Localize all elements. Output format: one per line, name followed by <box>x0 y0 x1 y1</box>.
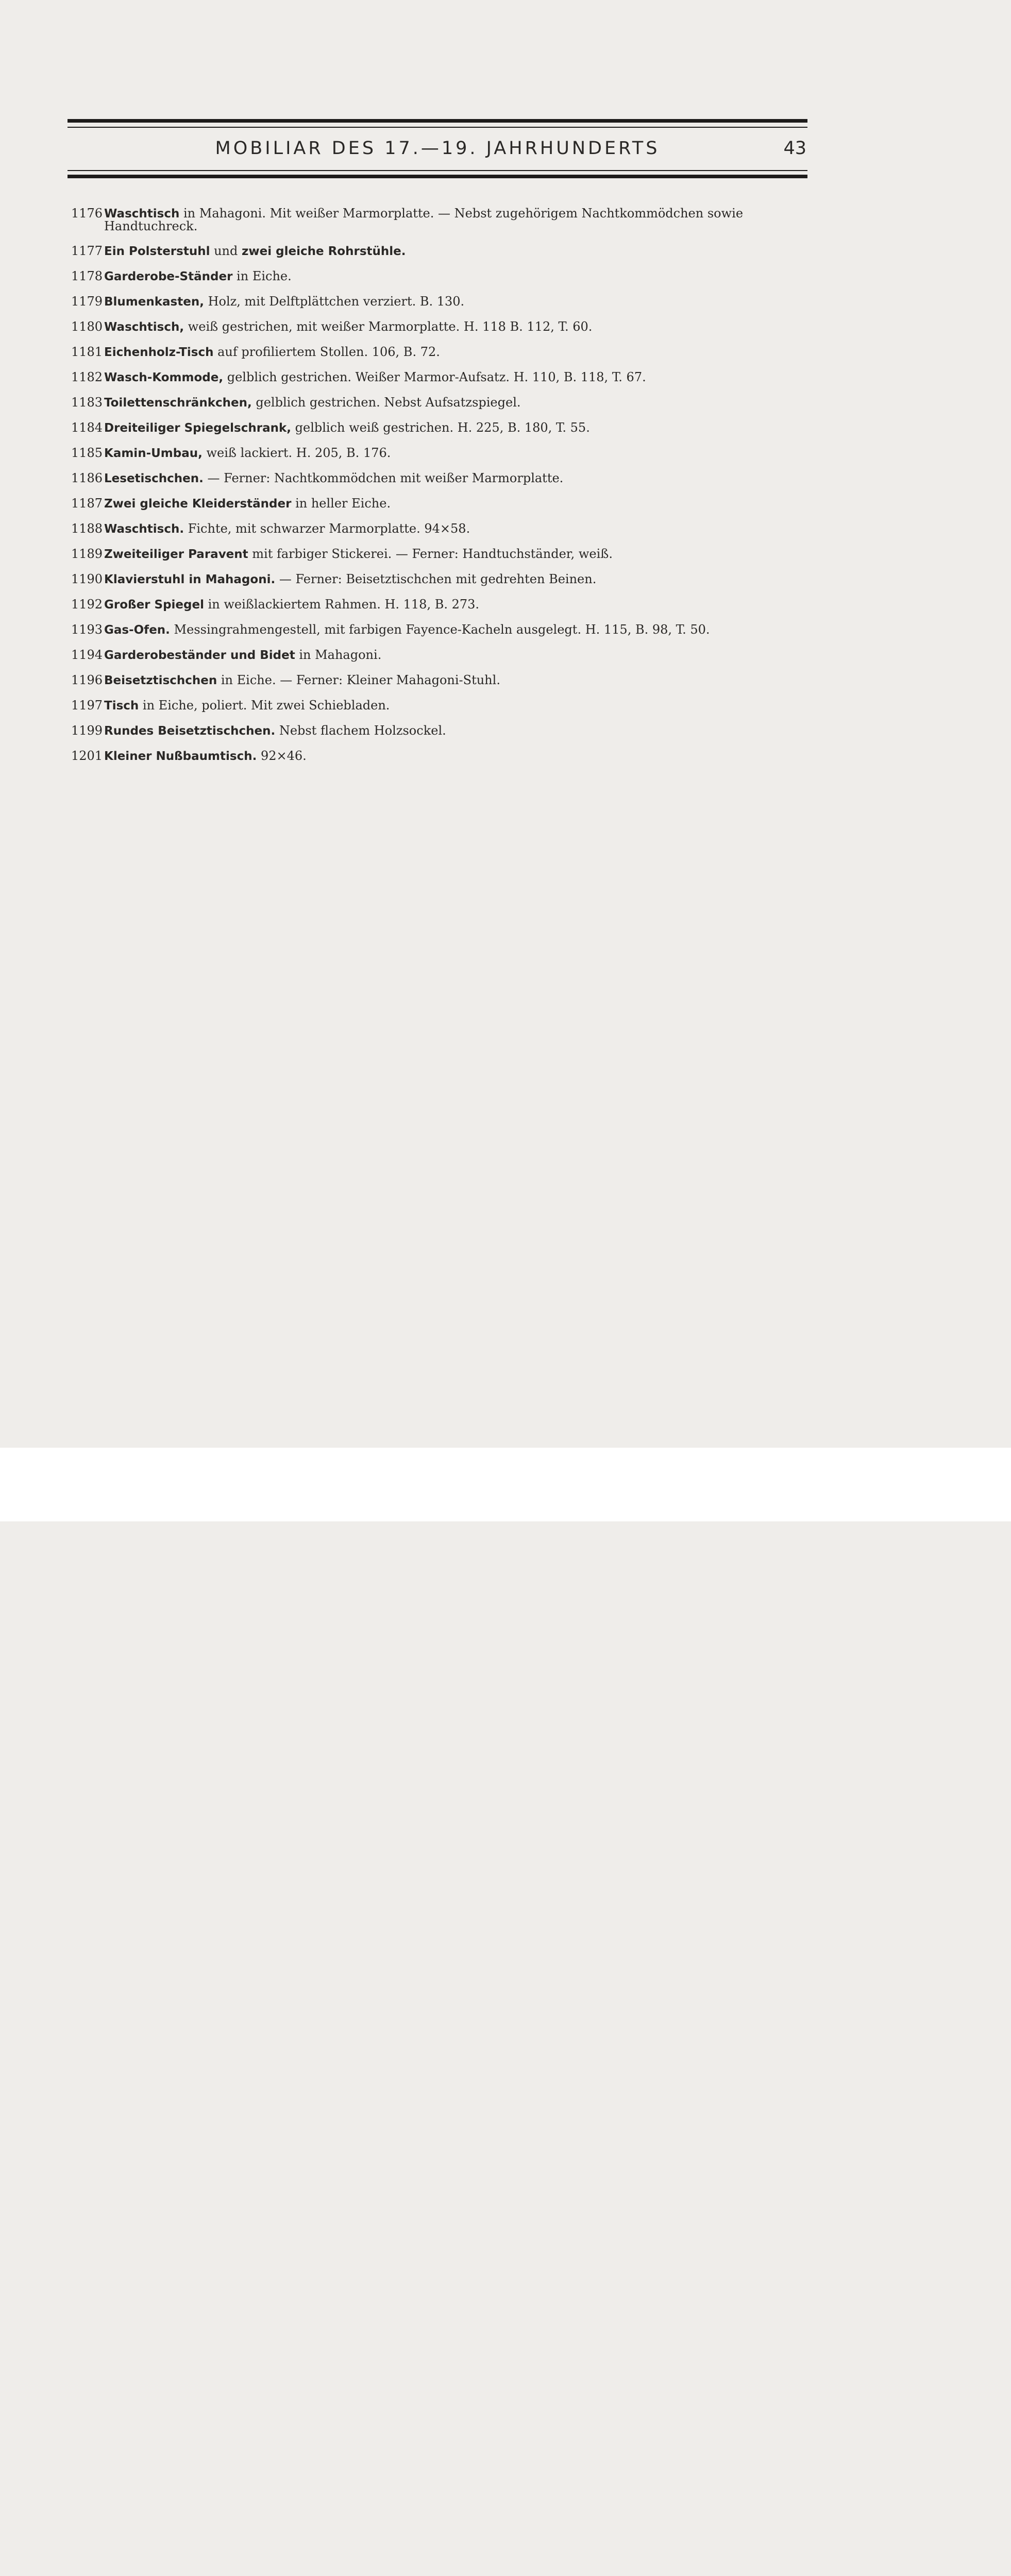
lot-number: 1186 <box>71 471 103 485</box>
catalog-entry <box>71 396 813 409</box>
lot-number: 1190 <box>71 572 103 586</box>
lot-description <box>104 649 813 662</box>
lot-title: Lesetischchen. <box>104 472 204 485</box>
lot-title: Großer Spiegel <box>104 598 204 612</box>
lot-description <box>104 320 813 333</box>
lot-title: Waschtisch <box>104 207 180 221</box>
lot-description <box>104 522 813 535</box>
lot-title: Toilettenschränkchen, <box>104 396 252 410</box>
lot-details: gelblich gestrichen. Weißer Marmor-Aufsatz. H. 110, B. 118, T. 67. <box>223 370 646 384</box>
lot-details: mit farbiger Stickerei. — Ferner: Handtuchständer, weiß. <box>248 547 613 561</box>
lot-description <box>104 674 813 687</box>
lot-number: 1183 <box>71 395 103 410</box>
lot-number: 1177 <box>71 244 103 258</box>
lot-number: 1179 <box>71 294 103 309</box>
lot-description <box>104 346 813 359</box>
catalog-entry <box>71 598 813 611</box>
lot-title: Blumenkasten, <box>104 295 204 309</box>
header-rule-top-thin <box>68 127 807 128</box>
digitization-footer <box>0 1448 1011 1521</box>
lot-details: — Ferner: Beisetztischchen mit gedrehten Beinen. <box>275 572 597 586</box>
lot-number: 1185 <box>71 446 103 460</box>
header-rule-bottom-thick <box>68 175 807 178</box>
catalog-entry <box>71 371 813 384</box>
catalog-entry <box>71 548 813 561</box>
lot-description <box>104 421 813 434</box>
lot-details: gelblich weiß gestrichen. H. 225, B. 180, T. 55. <box>291 420 590 435</box>
lot-description <box>104 548 813 561</box>
lot-title: Kamin-Umbau, <box>104 447 203 460</box>
lot-details: auf profiliertem Stollen. 106, B. 72. <box>213 345 440 359</box>
lot-details: Messingrahmengestell, mit farbigen Fayence-Kacheln ausgelegt. H. 115, B. 98, T. 50. <box>170 622 710 637</box>
lot-description <box>104 371 813 384</box>
lot-details: in Mahagoni. <box>295 648 382 662</box>
lot-description <box>104 396 813 409</box>
lot-details: und <box>210 244 242 258</box>
catalog-entry <box>71 674 813 687</box>
lot-description <box>104 472 813 485</box>
lot-description <box>104 245 813 258</box>
catalog-entry <box>71 421 813 434</box>
catalog-entry <box>71 245 813 258</box>
lot-number: 1180 <box>71 319 103 334</box>
lot-description <box>104 497 813 510</box>
lot-title: Klavierstuhl in Mahagoni. <box>104 573 276 586</box>
lot-number: 1182 <box>71 370 103 384</box>
header-rule-bottom-thin <box>68 170 807 171</box>
lot-title: Waschtisch. <box>104 522 184 536</box>
lot-number: 1188 <box>71 521 103 536</box>
lot-number: 1189 <box>71 547 103 561</box>
lot-number: 1196 <box>71 673 103 687</box>
lot-details: weiß gestrichen, mit weißer Marmorplatte. H. 118 B. 112, T. 60. <box>184 319 593 334</box>
lot-description <box>104 598 813 611</box>
lot-number: 1187 <box>71 496 103 511</box>
lot-number: 1197 <box>71 698 103 713</box>
lot-number: 1176 <box>71 206 103 221</box>
running-header <box>68 138 807 164</box>
lot-title: Beisetztischchen <box>104 674 217 687</box>
lot-details: in Eiche. <box>232 269 292 283</box>
lot-description <box>104 207 813 232</box>
catalog-entry <box>71 649 813 662</box>
lot-details: weiß lackiert. H. 205, B. 176. <box>202 446 391 460</box>
lot-title: Kleiner Nußbaumtisch. <box>104 750 257 763</box>
catalog-entry <box>71 750 813 762</box>
lot-title: Ein Polsterstuhl <box>104 245 210 258</box>
lot-description <box>104 699 813 712</box>
catalog-entry <box>71 699 813 712</box>
catalog-entry <box>71 320 813 333</box>
lot-details: in heller Eiche. <box>291 496 391 511</box>
lot-title: Gas-Ofen. <box>104 623 170 637</box>
lot-details: in Eiche. — Ferner: Kleiner Mahagoni-Stuhl. <box>217 673 500 687</box>
lot-details: in Mahagoni. Mit weißer Marmorplatte. — Nebst zugehörigem Nachtkommödchen sowie Handtuchreck. <box>104 206 744 233</box>
lot-details: Holz, mit Delftplättchen verziert. B. 130. <box>204 294 465 309</box>
page-number: 43 <box>783 138 806 159</box>
catalog-entry <box>71 497 813 510</box>
catalog-entry <box>71 207 813 232</box>
running-header-title: MOBILIAR DES 17.—19. JAHRHUNDERTS <box>215 138 660 159</box>
lot-title: Wasch-Kommode, <box>104 371 224 384</box>
catalog-entry <box>71 346 813 359</box>
lot-description <box>104 270 813 283</box>
lot-title: Eichenholz-Tisch <box>104 346 214 359</box>
lot-number: 1178 <box>71 269 103 283</box>
lot-number: 1201 <box>71 749 103 763</box>
lot-description <box>104 623 813 636</box>
lot-title-second: zwei gleiche Rohrstühle. <box>242 245 406 258</box>
lot-details: Nebst flachem Holzsockel. <box>275 723 446 738</box>
lot-title: Garderobe-Ständer <box>104 270 233 283</box>
catalog-entry <box>71 724 813 737</box>
lot-details: — Ferner: Nachtkommödchen mit weißer Marmorplatte. <box>203 471 564 485</box>
lot-description <box>104 724 813 737</box>
lot-description <box>104 750 813 762</box>
catalog-entry <box>71 472 813 485</box>
catalog-entry-list <box>71 207 813 775</box>
lot-title: Dreiteiliger Spiegelschrank, <box>104 421 292 435</box>
catalog-entry <box>71 573 813 586</box>
lot-number: 1184 <box>71 420 103 435</box>
lot-title: Tisch <box>104 699 139 713</box>
catalog-entry <box>71 623 813 636</box>
catalog-entry <box>71 295 813 308</box>
lot-details: in weißlackiertem Rahmen. H. 118, B. 273. <box>204 597 480 612</box>
lot-number: 1194 <box>71 648 103 662</box>
lot-description <box>104 573 813 586</box>
lot-details: in Eiche, poliert. Mit zwei Schiebladen. <box>139 698 390 713</box>
header-rule-top-thick <box>68 119 807 123</box>
lot-description <box>104 295 813 308</box>
lot-number: 1192 <box>71 597 103 612</box>
lot-title: Garderobeständer und Bidet <box>104 649 295 662</box>
lot-number: 1181 <box>71 345 103 359</box>
lot-details: 92×46. <box>257 749 307 763</box>
lot-number: 1193 <box>71 622 103 637</box>
lot-title: Zwei gleiche Kleiderständer <box>104 497 292 511</box>
lot-description <box>104 447 813 460</box>
catalog-entry <box>71 447 813 460</box>
lot-title: Waschtisch, <box>104 320 184 334</box>
lot-details: gelblich gestrichen. Nebst Aufsatzspiegel. <box>251 395 521 410</box>
catalog-entry <box>71 270 813 283</box>
lot-details: Fichte, mit schwarzer Marmorplatte. 94×58. <box>184 521 470 536</box>
catalog-entry <box>71 522 813 535</box>
lot-title: Zweiteiliger Paravent <box>104 548 248 561</box>
lot-title: Rundes Beisetztischchen. <box>104 724 276 738</box>
lot-number: 1199 <box>71 723 103 738</box>
